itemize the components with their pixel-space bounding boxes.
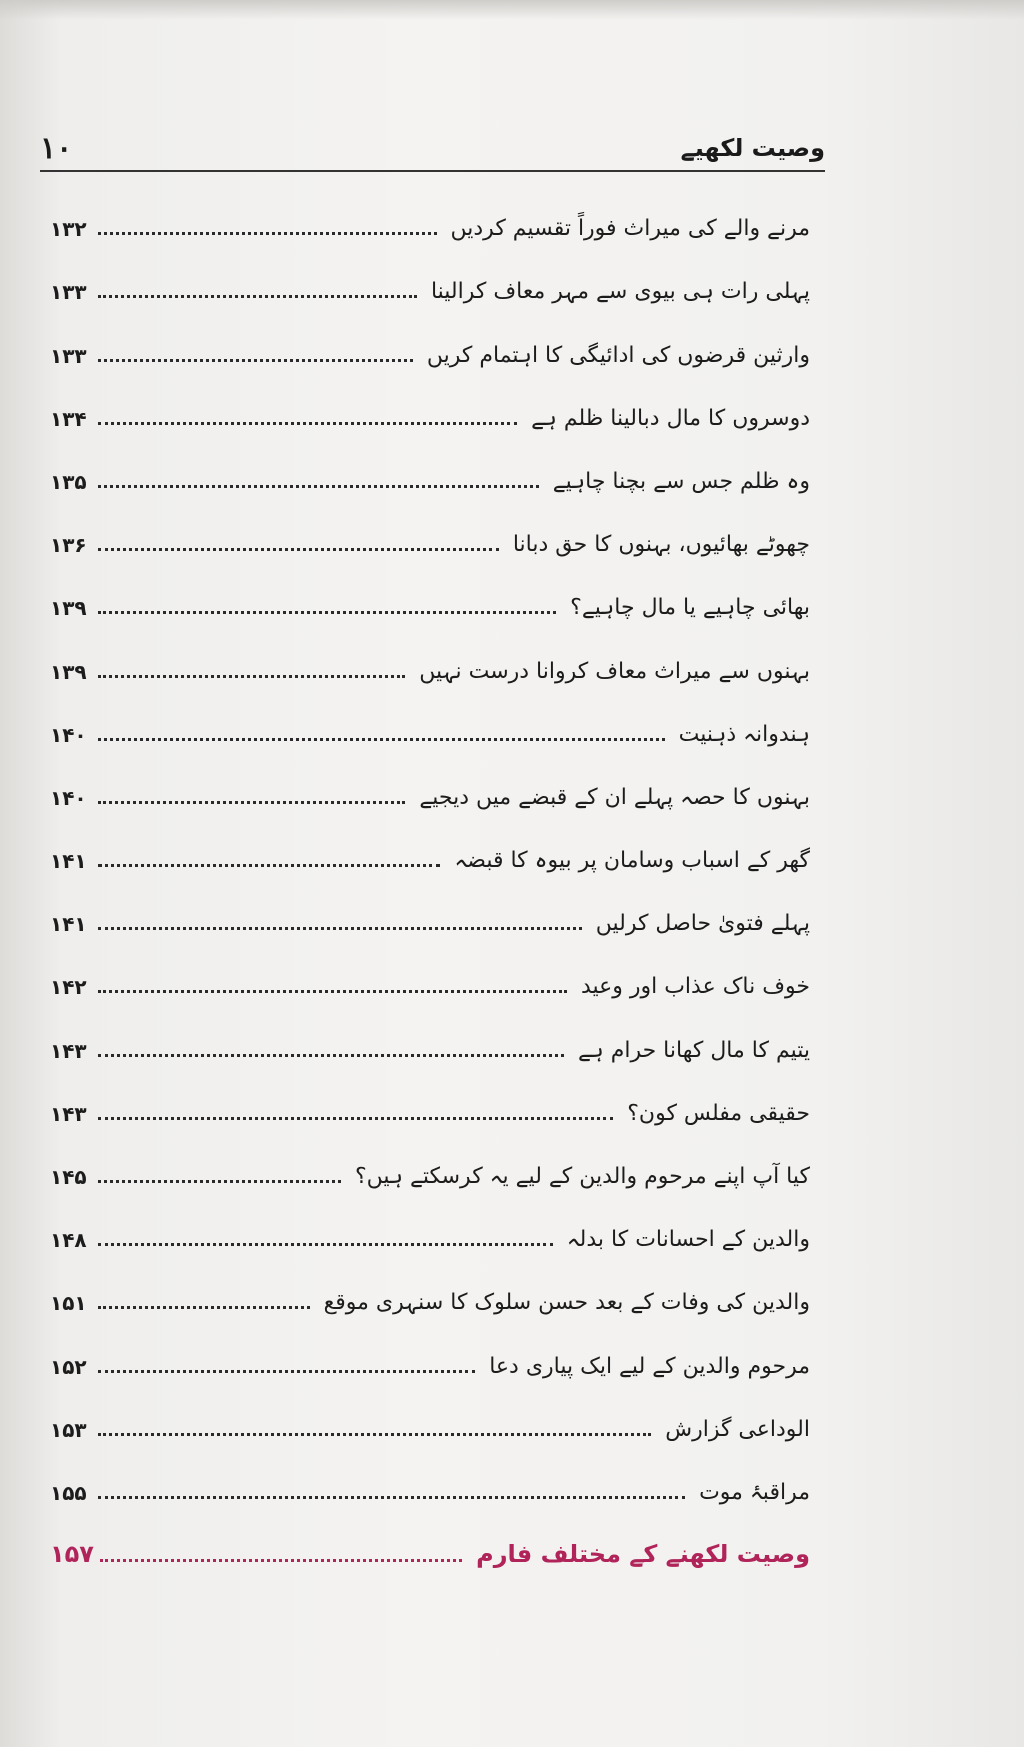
toc-entry-page: ۱۴۱ — [50, 912, 87, 937]
toc-entry-page: ۱۴۳ — [50, 1101, 87, 1126]
dot-leader — [98, 1054, 564, 1057]
toc-entry — [50, 569, 810, 632]
toc-entry — [50, 380, 810, 443]
toc-entry-page: ۱۳۴ — [50, 406, 87, 431]
toc-entry-page: ۱۳۹ — [50, 596, 87, 621]
toc-entry — [50, 696, 810, 759]
toc-entry — [50, 1138, 810, 1201]
toc-entry-title: کیا آپ اپنے مرحوم والدین کے لیے یہ کرسکتے ہیں؟ — [355, 1164, 810, 1189]
dot-leader — [98, 1496, 685, 1499]
toc-entry — [50, 885, 810, 948]
dot-leader — [98, 611, 556, 614]
page-number: ۱۰ — [40, 131, 73, 166]
toc-entry-title: گھر کے اسباب وسامان پر بیوہ کا قبضہ — [454, 848, 810, 874]
dot-leader — [98, 864, 440, 867]
toc-entry-page: ۱۴۳ — [50, 1038, 87, 1063]
toc-entry — [50, 822, 810, 885]
toc-entry-page: ۱۴۲ — [50, 975, 87, 1000]
toc-entry — [50, 1075, 810, 1138]
toc-entry-page: ۱۵۵ — [50, 1480, 87, 1505]
toc-entry-page: ۱۴۸ — [50, 1228, 87, 1253]
toc-entry — [50, 632, 810, 695]
dot-leader — [100, 1559, 462, 1562]
dot-leader — [98, 1180, 341, 1183]
toc-entry-highlighted — [50, 1517, 810, 1580]
page-top-shadow — [0, 0, 1024, 20]
toc-entry-title: یتیم کا مال کھانا حرام ہے — [577, 1037, 810, 1063]
dot-leader — [98, 927, 582, 930]
toc-entry — [50, 759, 810, 822]
dot-leader — [98, 1433, 651, 1436]
toc-entry-title: مرنے والے کی میراث فوراً تقسیم کردیں — [450, 216, 810, 242]
dot-leader — [98, 1370, 475, 1373]
dot-leader — [98, 990, 567, 993]
toc-entry-page: ۱۵۱ — [50, 1291, 87, 1316]
dot-leader — [98, 675, 405, 678]
dot-leader — [98, 801, 405, 804]
dot-leader — [98, 548, 499, 551]
toc-entry — [50, 1454, 810, 1517]
toc-entry-page: ۱۵۳ — [50, 1417, 87, 1442]
toc-entry — [50, 316, 810, 379]
page-header — [40, 110, 825, 172]
dot-leader — [98, 1243, 553, 1246]
toc-entry — [50, 1264, 810, 1327]
toc-entry-title: وارثین قرضوں کی ادائیگی کا اہتمام کریں — [426, 342, 810, 368]
toc-entry-page: ۱۳۵ — [50, 469, 87, 494]
toc-entry — [50, 190, 810, 253]
toc-entry-title: بھائی چاہیے یا مال چاہیے؟ — [570, 595, 810, 621]
toc-entry-title: حقیقی مفلس کون؟ — [627, 1100, 810, 1126]
toc-entry — [50, 253, 810, 316]
toc-entry-title: وہ ظلم جس سے بچنا چاہیے — [552, 468, 810, 494]
dot-leader — [98, 295, 417, 298]
toc-entry-page: ۱۳۹ — [50, 659, 87, 684]
toc-entry-page: ۱۳۳ — [50, 280, 87, 305]
toc-entry-title: وصیت لکھنے کے مختلف فارم — [476, 1540, 810, 1569]
toc-entry-page: ۱۴۰ — [50, 785, 87, 810]
dot-leader — [98, 485, 539, 488]
toc-entry-title: خوف ناک عذاب اور وعید — [580, 974, 810, 1000]
toc-entry-title: الوداعی گزارش — [665, 1416, 810, 1442]
dot-leader — [98, 422, 517, 425]
toc-entry — [50, 1391, 810, 1454]
toc-entry-title: مراقبۂ موت — [699, 1479, 810, 1505]
dot-leader — [98, 1117, 613, 1120]
toc-entry-title: پہلے فتویٰ حاصل کرلیں — [595, 911, 810, 937]
dot-leader — [98, 359, 413, 362]
toc-entry — [50, 1327, 810, 1390]
toc-entry-page: ۱۳۳ — [50, 343, 87, 368]
toc-entry-title: چھوٹے بھائیوں، بہنوں کا حق دبانا — [512, 532, 810, 558]
dot-leader — [98, 738, 665, 741]
toc-entry-title: والدین کی وفات کے بعد حسن سلوک کا سنہری موقع — [323, 1290, 810, 1316]
toc-entry-page: ۱۵۲ — [50, 1354, 87, 1379]
toc-entry — [50, 1201, 810, 1264]
toc-entry-page: ۱۵۷ — [50, 1540, 94, 1569]
toc-entry-title: ہندوانہ ذہنیت — [678, 721, 810, 747]
dot-leader — [98, 1306, 310, 1309]
toc-entry-title: پہلی رات ہی بیوی سے مہر معاف کرالینا — [430, 279, 810, 305]
toc-entry-title: والدین کے احسانات کا بدلہ — [566, 1227, 810, 1253]
dot-leader — [98, 232, 437, 235]
running-title: وصیت لکھیے — [680, 134, 825, 162]
toc-entry-page: ۱۳۲ — [50, 217, 87, 242]
toc-entry — [50, 506, 810, 569]
toc-entry-page: ۱۴۰ — [50, 722, 87, 747]
toc-entry-page: ۱۴۵ — [50, 1165, 87, 1189]
table-of-contents — [50, 190, 810, 1580]
toc-entry-title: مرحوم والدین کے لیے ایک پیاری دعا — [489, 1353, 810, 1379]
toc-entry — [50, 948, 810, 1011]
toc-entry — [50, 443, 810, 506]
toc-entry-page: ۱۳۶ — [50, 533, 87, 558]
toc-entry — [50, 1011, 810, 1074]
toc-entry-title: بہنوں کا حصہ پہلے ان کے قبضے میں دیجیے — [419, 784, 810, 810]
toc-entry-title: دوسروں کا مال دبالینا ظلم ہے — [531, 405, 810, 431]
toc-entry-page: ۱۴۱ — [50, 849, 87, 874]
toc-entry-title: بہنوں سے میراث معاف کروانا درست نہیں — [419, 658, 810, 684]
